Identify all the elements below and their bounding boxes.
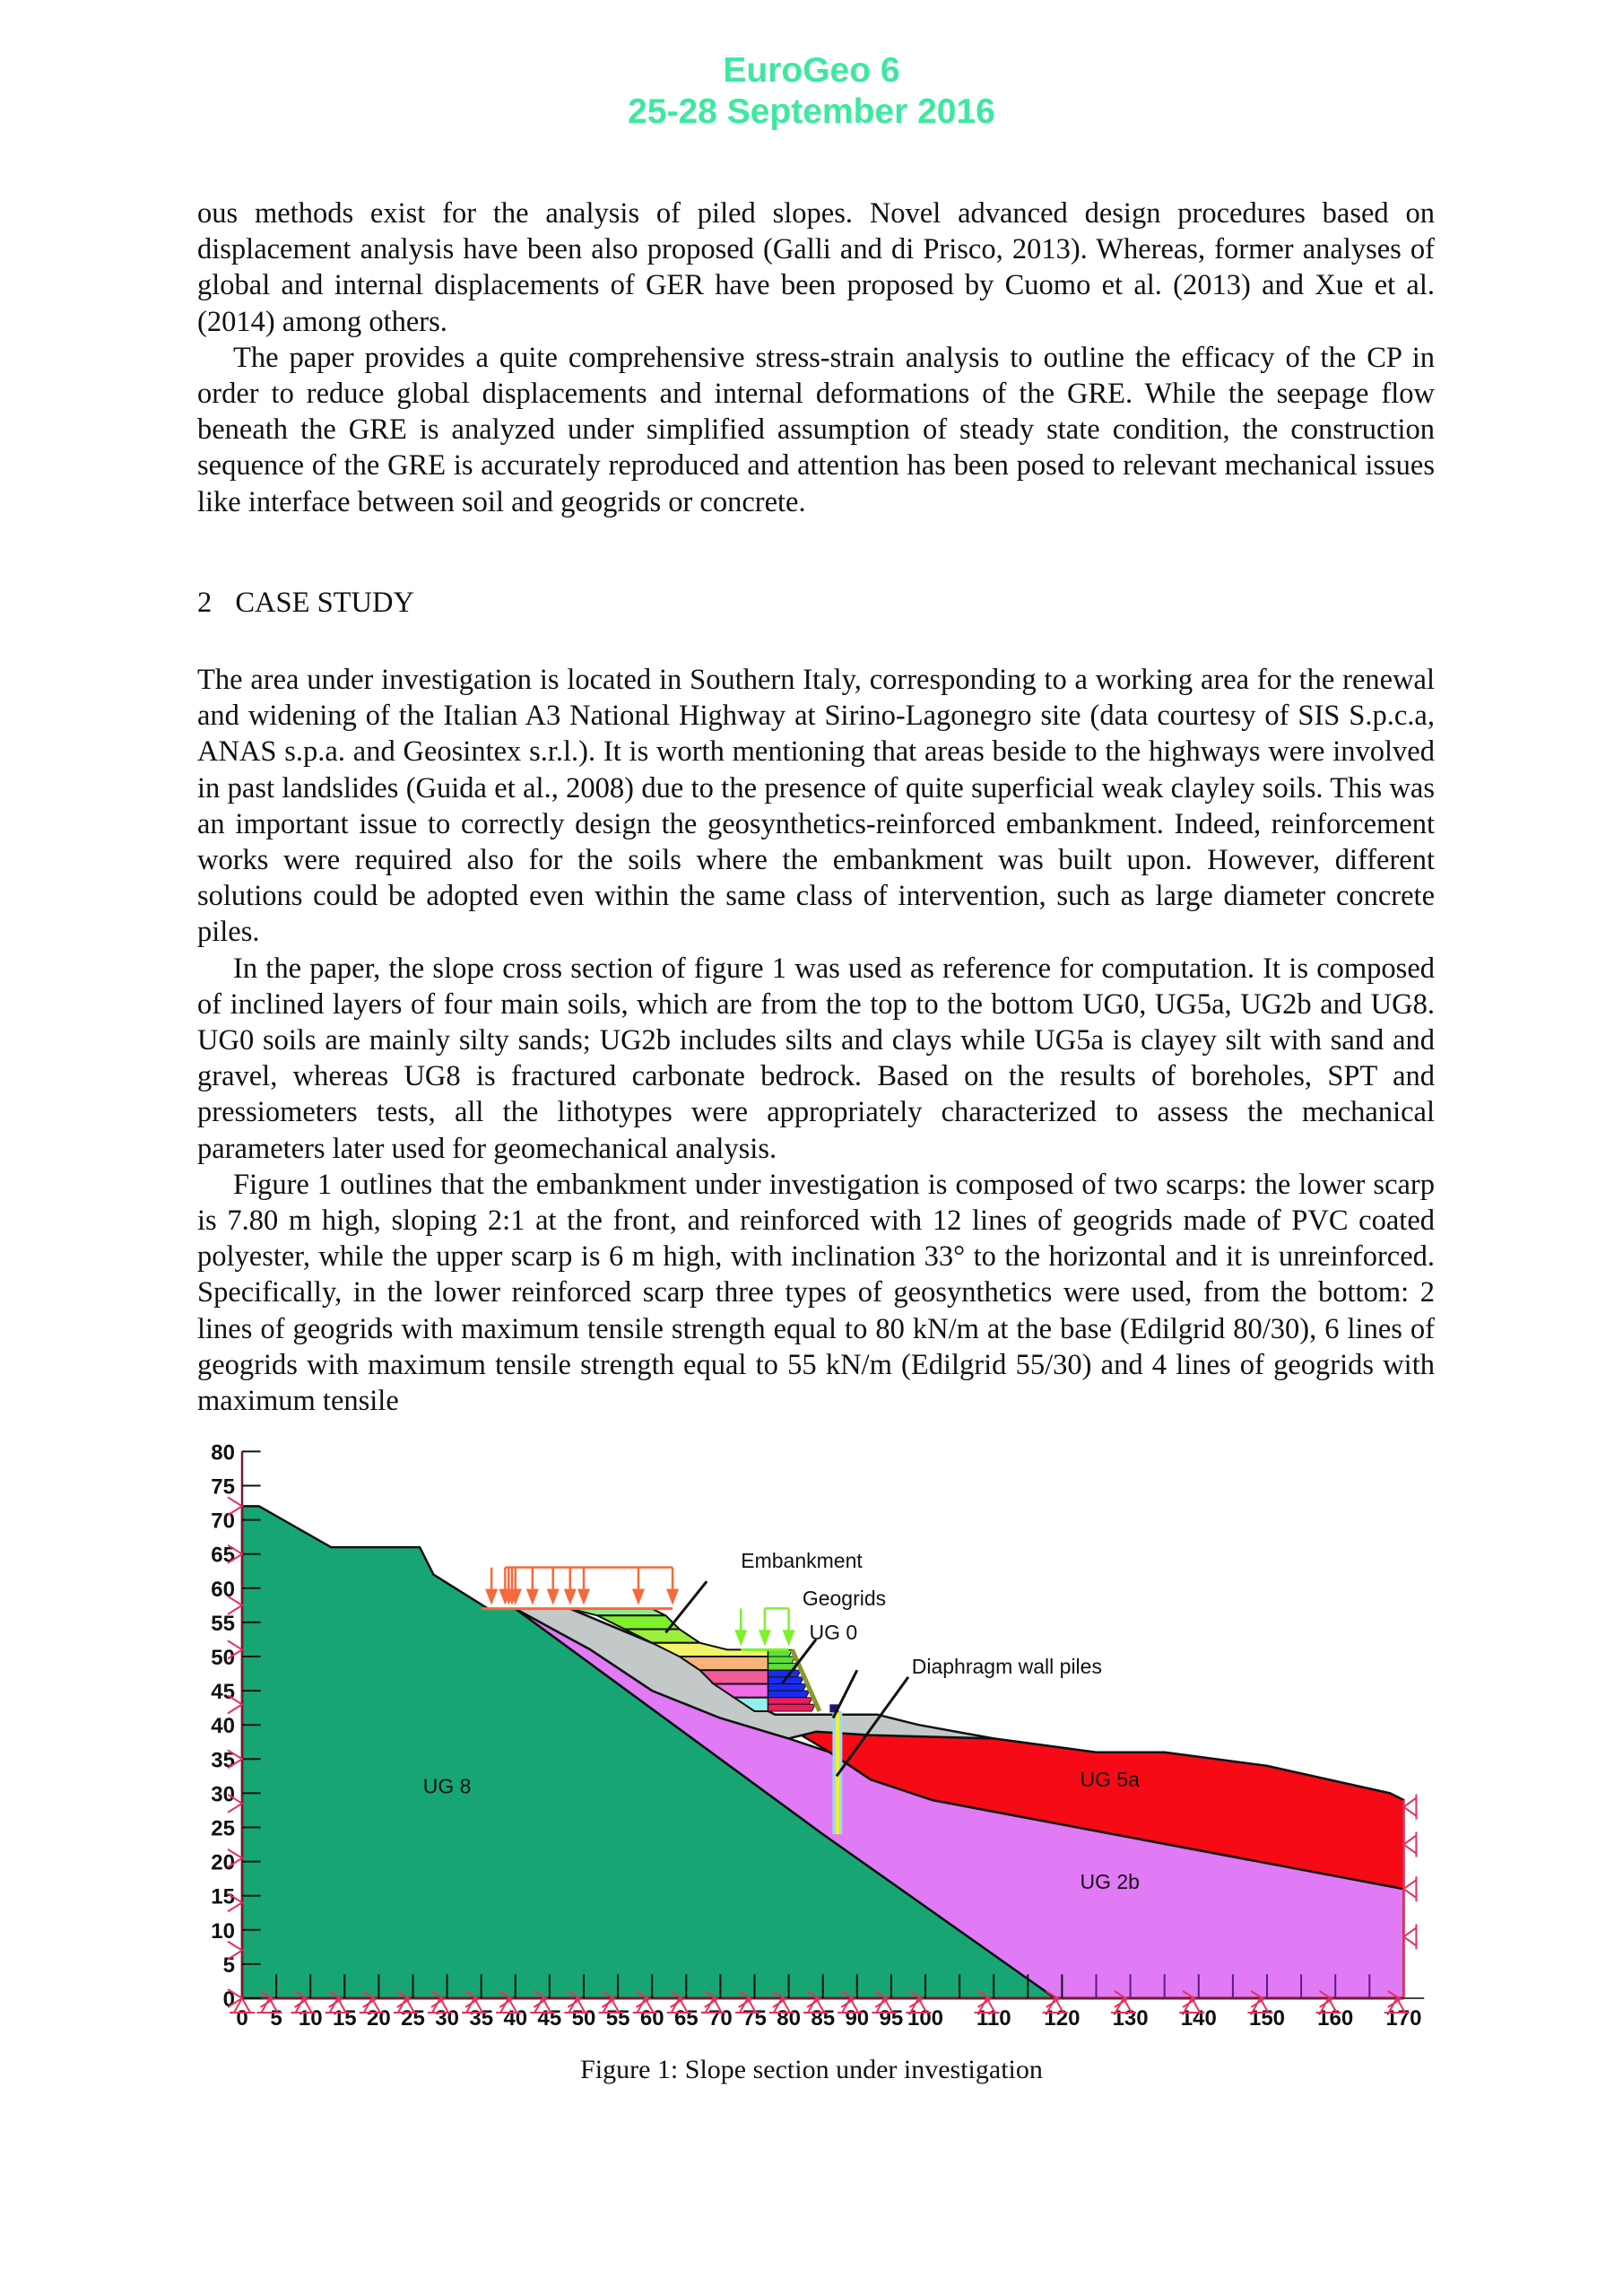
x-tick-label: 50	[571, 2006, 596, 2031]
y-tick-label: 45	[211, 1680, 235, 1705]
y-tick-label: 60	[211, 1577, 235, 1602]
support-roller-icon	[1403, 1795, 1416, 1820]
x-tick-label: 45	[537, 2006, 562, 2031]
paragraph: ous methods exist for the analysis of piled slopes. Novel advanced design procedures based on displacement analysis have been also proposed (Galli and di Prisco, 2013). Whereas, former analyses of global and internal displacements of GER have been proposed by Cuomo et al. (2013) and Xue et al. (2014) among others.	[197, 197, 1435, 338]
geogrid-band	[768, 1684, 807, 1692]
x-tick-label: 120	[1044, 2006, 1081, 2031]
x-tick-label: 160	[1317, 2006, 1354, 2031]
paragraph: Figure 1 outlines that the embankment under investigation is composed of two scarps: the lower scarp is 7.80 m high, sloping 2:1 at the front, and reinforced with 12 lines of geogrids made of PVC coated polyester, while the upper scarp is 6 m high, with inclination 33° to the horizontal and it is unreinforced. Specifically, in the lower reinforced scarp three types of geosynthetics were used, from the bottom: 2 lines of geogrids with maximum tensile strength equal to 80 kN/m at the base (Edilgrid 80/30), 6 lines of geogrids with maximum tensile strength equal to 55 kN/m (Edilgrid 55/30) and 4 lines of geogrids with maximum tensile	[197, 1168, 1435, 1418]
y-tick-label: 0	[222, 1987, 235, 2012]
x-tick-label: 150	[1248, 2006, 1286, 2031]
y-tick-label: 70	[211, 1509, 235, 1534]
x-tick-label: 55	[605, 2006, 630, 2031]
figure-slope-section	[188, 1435, 1471, 2063]
figure-caption: Figure 1: Slope section under investigation	[580, 2055, 1043, 2084]
geogrid-band	[768, 1704, 816, 1711]
x-tick-label: 15	[332, 2006, 357, 2031]
support-roller-icon	[1403, 1924, 1416, 1949]
x-tick-label: 70	[708, 2006, 733, 2031]
lower-load-arrow-head	[759, 1630, 771, 1646]
support-roller-icon	[1403, 1832, 1416, 1857]
y-tick-label: 75	[211, 1474, 235, 1500]
x-tick-label: 140	[1180, 2006, 1217, 2031]
x-tick-label: 90	[845, 2006, 870, 2031]
y-tick-label: 10	[211, 1918, 235, 1944]
lower-load-arrow-head	[734, 1630, 747, 1646]
geogrid-band	[768, 1698, 812, 1705]
section-heading	[197, 585, 414, 621]
y-tick-label: 35	[211, 1748, 235, 1773]
geogrid-band	[768, 1670, 802, 1677]
y-tick-label: 25	[211, 1816, 235, 1841]
case-study-text-block	[197, 662, 1435, 1419]
annotation-label: UG 0	[809, 1620, 858, 1644]
x-tick-label: 80	[777, 2006, 801, 2031]
upper-load-arrow-head	[485, 1589, 498, 1605]
slope-section-chart	[188, 1435, 1471, 2063]
x-tick-label: 20	[367, 2006, 391, 2031]
lower-load-arrow-head	[783, 1630, 795, 1646]
upper-load-arrow-head	[577, 1589, 590, 1605]
y-tick-label: 80	[211, 1440, 235, 1465]
x-tick-label: 0	[236, 2006, 248, 2031]
intro-text-block	[197, 196, 1435, 520]
y-tick-label: 5	[222, 1952, 235, 1978]
x-tick-label: 170	[1385, 2006, 1422, 2031]
annotation-label: Diaphragm wall piles	[911, 1655, 1102, 1679]
upper-load-arrow-head	[632, 1589, 645, 1605]
y-tick-label: 15	[211, 1884, 235, 1909]
upper-load-arrow-head	[666, 1589, 679, 1605]
conference-name: EuroGeo 6	[723, 51, 900, 90]
conference-dates: 25-28 September 2016	[628, 92, 995, 131]
x-tick-label: 85	[811, 2006, 836, 2031]
y-tick-label: 50	[211, 1646, 235, 1670]
geogrid-band	[768, 1657, 795, 1664]
support-roller-icon	[1403, 1876, 1416, 1901]
y-tick-label: 40	[211, 1714, 235, 1739]
upper-load-arrow-head	[526, 1589, 539, 1605]
x-tick-label: 10	[298, 2006, 323, 2031]
annotation-leader	[833, 1670, 857, 1718]
paragraph: In the paper, the slope cross section of figure 1 was used as reference for computation. It is composed of inclined layers of four main soils, which are from the top to the bottom UG0, UG5a, UG2b and UG8. UG0 soils are mainly silty sands; UG2b includes silts and clays while UG5a is clayey silt with sand and gravel, whereas UG8 is fractured carbonate bedrock. Based on the results of boreholes, SPT and pressiometers tests, all the lithotypes were appropriately characterized to assess the mechanical parameters later used for geomechanical analysis.	[197, 952, 1435, 1165]
x-tick-label: 130	[1112, 2006, 1149, 2031]
annotation-label: Embankment	[741, 1548, 863, 1572]
x-tick-label: 40	[503, 2006, 528, 2031]
x-tick-label: 35	[469, 2006, 494, 2031]
x-tick-label: 100	[907, 2006, 944, 2031]
x-tick-label: 5	[270, 2006, 282, 2031]
upper-load-arrow-head	[547, 1589, 560, 1605]
layer-label-ug2b: UG 2b	[1080, 1870, 1140, 1894]
layer-label-ug5a: UG 5a	[1080, 1767, 1140, 1791]
paragraph: The area under investigation is located in Southern Italy, corresponding to a working area for the renewal and widening of the Italian A3 National Highway at Sirino-Lagonegro site (data courtesy of SIS S.p.c.a, ANAS s.p.a. and Geosintex s.r.l.). It is worth mentioning that areas beside to the highways were involved in past landslides (Guida et al., 2008) due to the presence of quite superficial weak clayley soils. This was an important issue to correctly design the geosynthetics-reinforced embankment. Indeed, reinforcement works were required also for the soils where the embankment was built upon. However, different solutions could be adopted even within the same class of intervention, such as large diameter concrete piles.	[197, 664, 1435, 949]
y-tick-label: 55	[211, 1611, 235, 1636]
y-tick-label: 20	[211, 1850, 235, 1875]
section-title: CASE STUDY	[235, 587, 414, 619]
x-tick-label: 60	[639, 2006, 664, 2031]
y-tick-label: 65	[211, 1543, 235, 1568]
paragraph: The paper provides a quite comprehensive stress-strain analysis to outline the efficacy of the CP in order to reduce global displacements and internal deformations of the GRE. While the seepage flow beneath the GRE is analyzed under simplified assumption of steady state condition, the construction sequence of the GRE is accurately reproduced and attention has been posed to relevant mechanical issues like interface between soil and geogrids or concrete.	[197, 341, 1435, 518]
x-tick-label: 30	[435, 2006, 459, 2031]
x-tick-label: 75	[742, 2006, 767, 2031]
section-number: 2	[197, 587, 213, 619]
x-tick-label: 65	[673, 2006, 699, 2031]
x-tick-label: 95	[879, 2006, 904, 2031]
geogrid-band	[768, 1691, 810, 1698]
x-tick-label: 110	[976, 2006, 1011, 2031]
upper-load-arrow-head	[564, 1589, 577, 1605]
annotation-label: Geogrids	[802, 1586, 887, 1610]
x-tick-label: 25	[401, 2006, 425, 2031]
layer-label-ug8: UG 8	[422, 1774, 472, 1798]
y-tick-label: 30	[211, 1782, 235, 1807]
